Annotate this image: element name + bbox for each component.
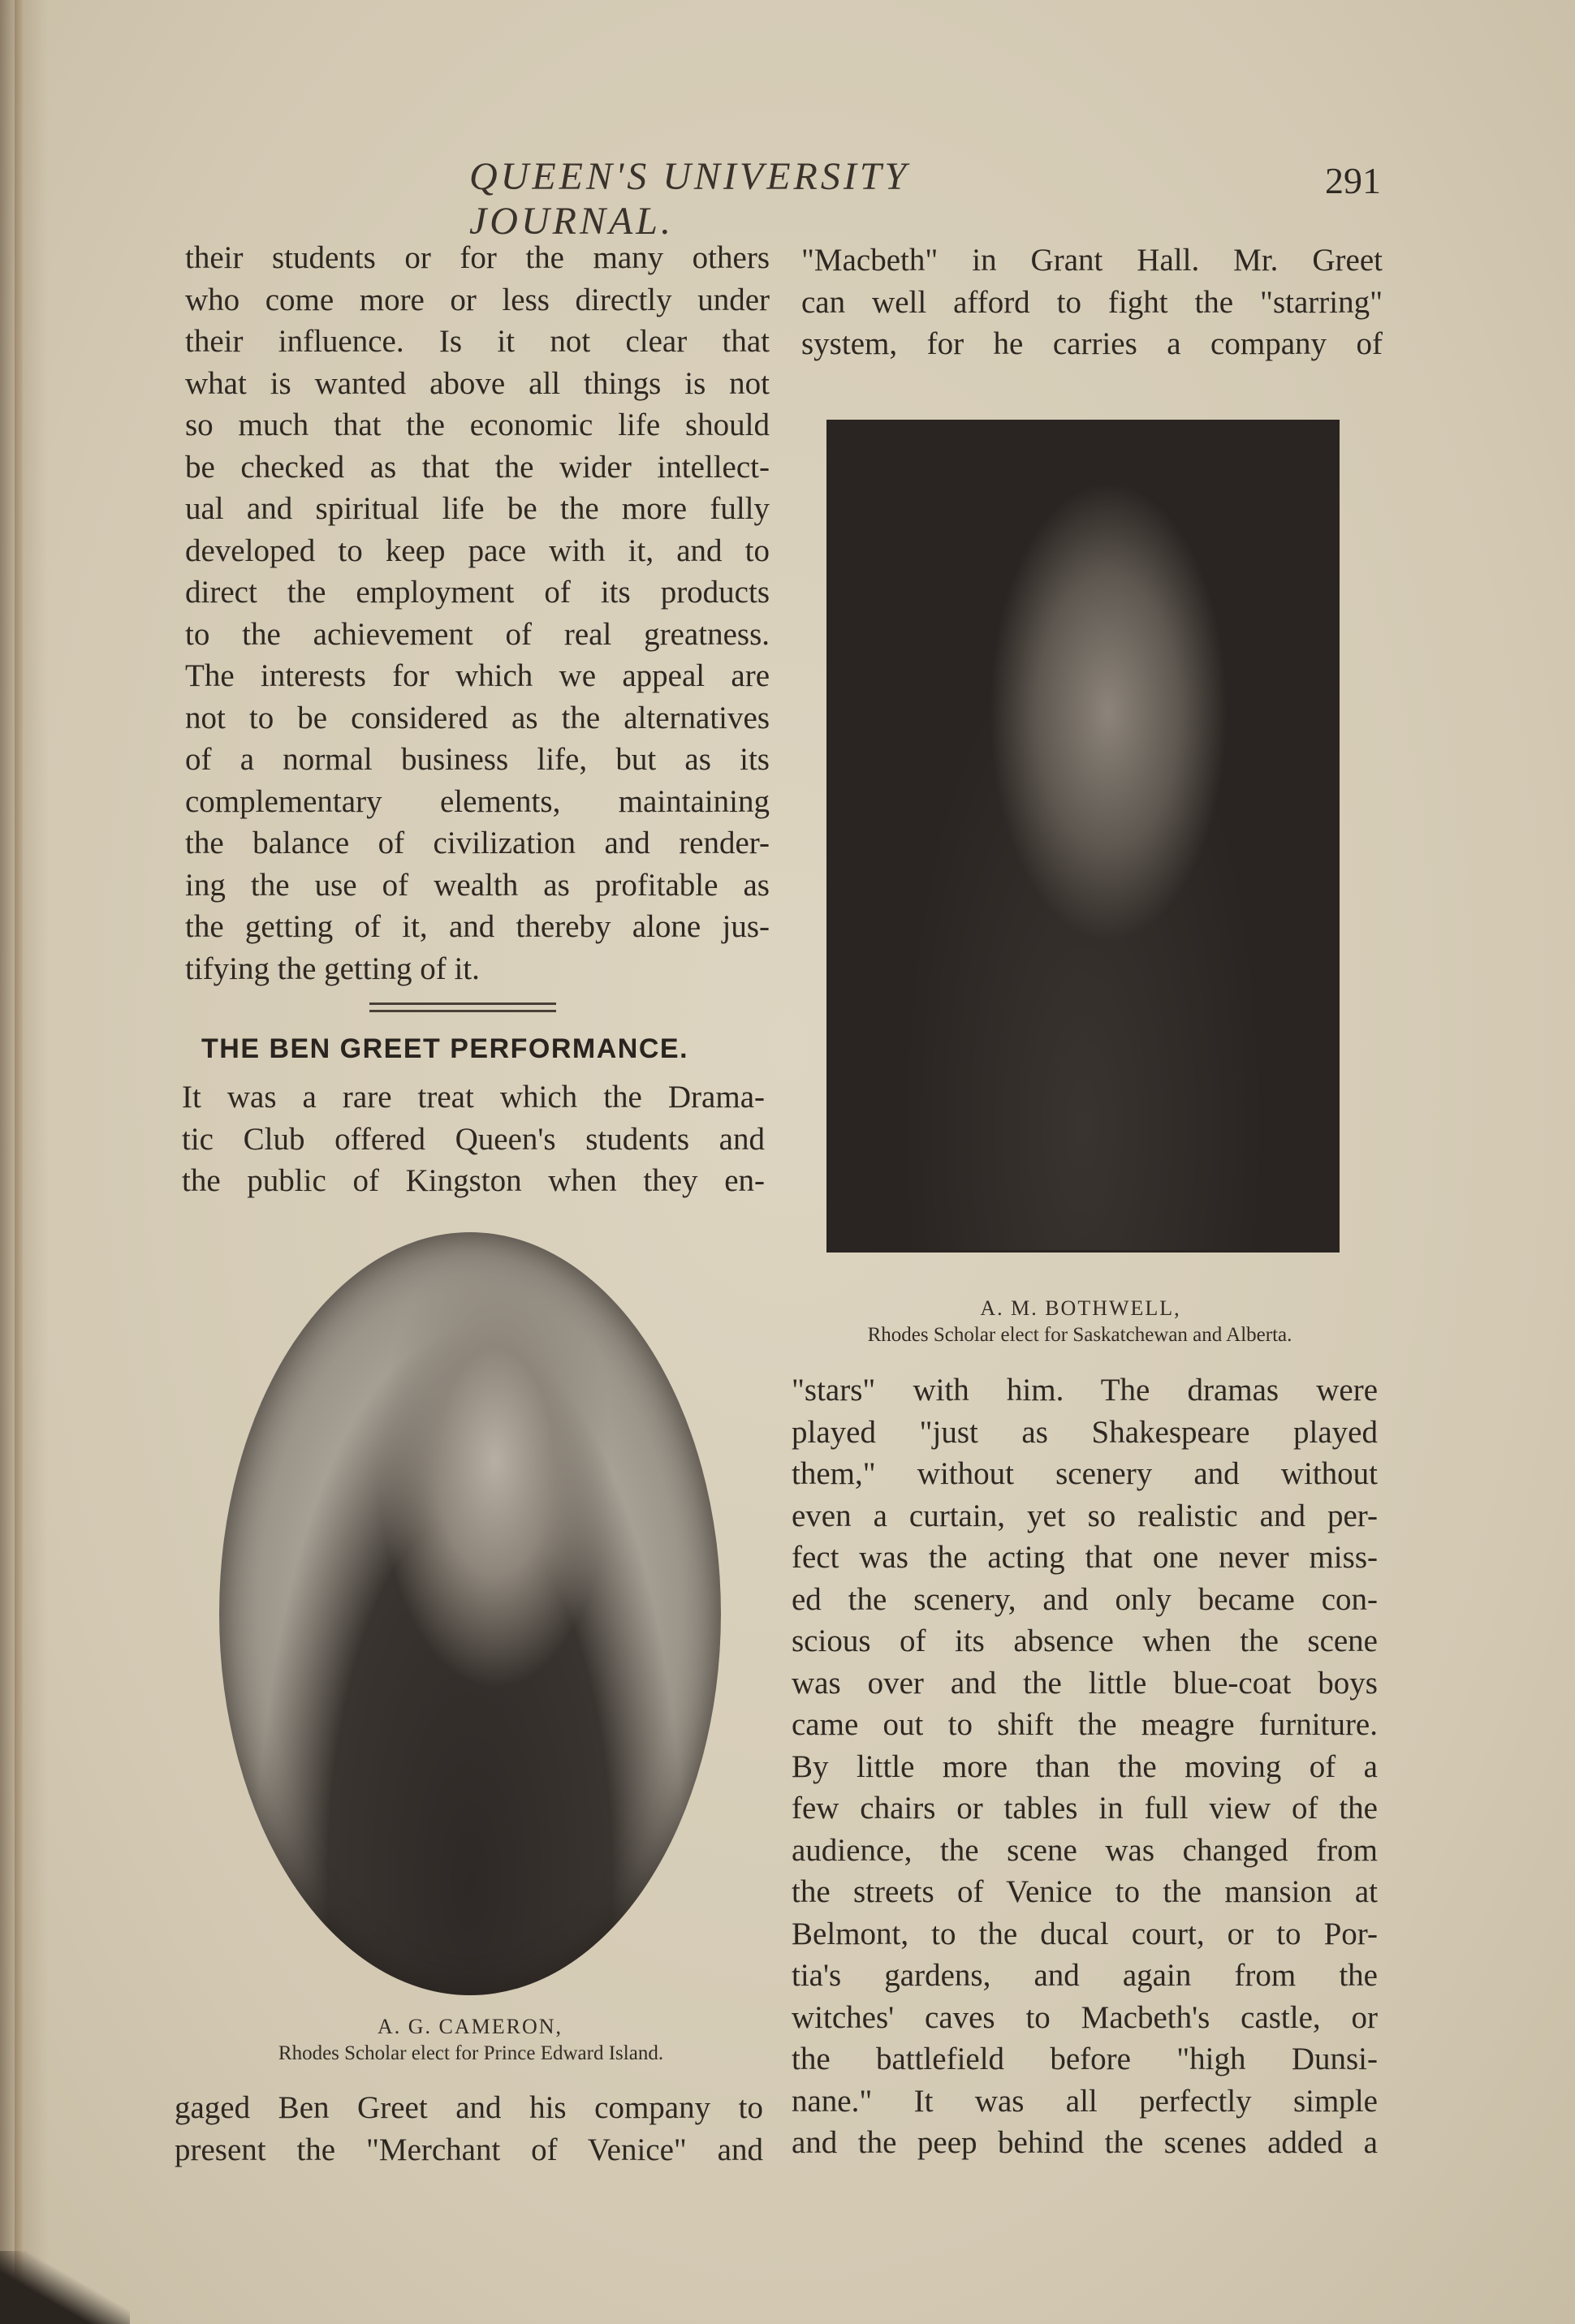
text-line: ed the scenery, and only became con-: [792, 1581, 1378, 1617]
left-column-text-top: [185, 237, 770, 990]
caption-bothwell-name: A. M. BOTHWELL,: [980, 1296, 1181, 1320]
portrait-photo-cameron: [219, 1232, 721, 1995]
text-line: even a curtain, yet so realistic and per-: [792, 1498, 1378, 1533]
running-head: QUEEN'S UNIVERSITY JOURNAL.: [469, 155, 910, 243]
caption-cameron-name: A. G. CAMERON,: [377, 2015, 563, 2038]
text-line: can well afford to fight the "starring": [801, 284, 1383, 320]
text-line: so much that the economic life should: [185, 407, 770, 442]
text-line: came out to shift the meagre furniture.: [792, 1707, 1378, 1742]
text-line: ing the use of wealth as profitable as: [185, 867, 770, 903]
right-column-text-top: [801, 239, 1383, 365]
text-line: Belmont, to the ducal court, or to Por-: [792, 1916, 1378, 1951]
text-line: the battlefield before "high Dunsi-: [792, 2042, 1378, 2076]
text-line: tifying the getting of it.: [185, 951, 480, 986]
left-column-text-section: [182, 1076, 765, 1202]
left-column-text-bottom: [175, 2087, 763, 2171]
text-line: "stars" with him. The dramas were: [792, 1373, 1378, 1408]
text-line: played "just as Shakespeare played: [792, 1414, 1378, 1450]
text-line: to the achievement of real greatness.: [185, 616, 770, 652]
section-divider-rule: [369, 1002, 556, 1005]
text-line: tic Club offered Queen's students and: [182, 1121, 765, 1157]
text-line: the getting of it, and thereby alone jus-: [185, 909, 770, 944]
text-line: was over and the little blue-coat boys: [792, 1665, 1378, 1701]
book-spine-shadow: [15, 0, 23, 2324]
text-line: them," without scenery and without: [792, 1456, 1378, 1491]
text-line: the balance of civilization and render-: [185, 826, 770, 860]
page-corner-shadow: [0, 2251, 130, 2324]
text-line: gaged Ben Greet and his company to: [175, 2090, 763, 2125]
text-line: developed to keep pace with it, and to: [185, 532, 770, 568]
text-line: of a normal business life, but as its: [185, 742, 770, 777]
text-line: It was a rare treat which the Drama-: [182, 1080, 765, 1115]
text-line: present the "Merchant of Venice" and: [175, 2132, 763, 2167]
text-line: direct the employment of its products: [185, 575, 770, 610]
text-line: their students or for the many others: [185, 240, 770, 275]
text-line: the public of Kingston when they en-: [182, 1163, 765, 1198]
right-column-text-bottom: [792, 1369, 1378, 2164]
text-line: fect was the acting that one never miss-: [792, 1540, 1378, 1575]
page-number: 291: [1325, 160, 1381, 201]
text-line: scious of its absence when the scene: [792, 1623, 1378, 1658]
text-line: be checked as that the wider intellect-: [185, 449, 770, 485]
caption-bothwell-title: Rhodes Scholar elect for Saskatchewan and Alberta.: [867, 1324, 1292, 1346]
text-line: The interests for which we appeal are: [185, 658, 770, 693]
text-line: system, for he carries a company of: [801, 326, 1383, 361]
portrait-photo-bothwell: [826, 420, 1340, 1253]
text-line: not to be considered as the alternatives: [185, 700, 770, 735]
text-line: ual and spiritual life be the more fully: [185, 491, 770, 526]
text-line: "Macbeth" in Grant Hall. Mr. Greet: [801, 243, 1383, 278]
text-line: their influence. Is it not clear that: [185, 324, 770, 359]
text-line: witches' caves to Macbeth's castle, or: [792, 1999, 1378, 2035]
text-line: and the peep behind the scenes added a: [792, 2125, 1378, 2160]
caption-cameron-title: Rhodes Scholar elect for Prince Edward Island.: [278, 2042, 664, 2064]
text-line: By little more than the moving of a: [792, 1748, 1378, 1784]
text-line: what is wanted above all things is not: [185, 365, 770, 401]
text-line: nane." It was all perfectly simple: [792, 2083, 1378, 2119]
section-heading: THE BEN GREET PERFORMANCE.: [201, 1033, 689, 1064]
text-line: audience, the scene was changed from: [792, 1832, 1378, 1868]
text-line: few chairs or tables in full view of the: [792, 1791, 1378, 1826]
section-divider-rule-2: [369, 1010, 556, 1012]
text-line: who come more or less directly under: [185, 282, 770, 317]
text-line: the streets of Venice to the mansion at: [792, 1874, 1378, 1909]
text-line: tia's gardens, and again from the: [792, 1958, 1378, 1993]
text-line: complementary elements, maintaining: [185, 783, 770, 819]
